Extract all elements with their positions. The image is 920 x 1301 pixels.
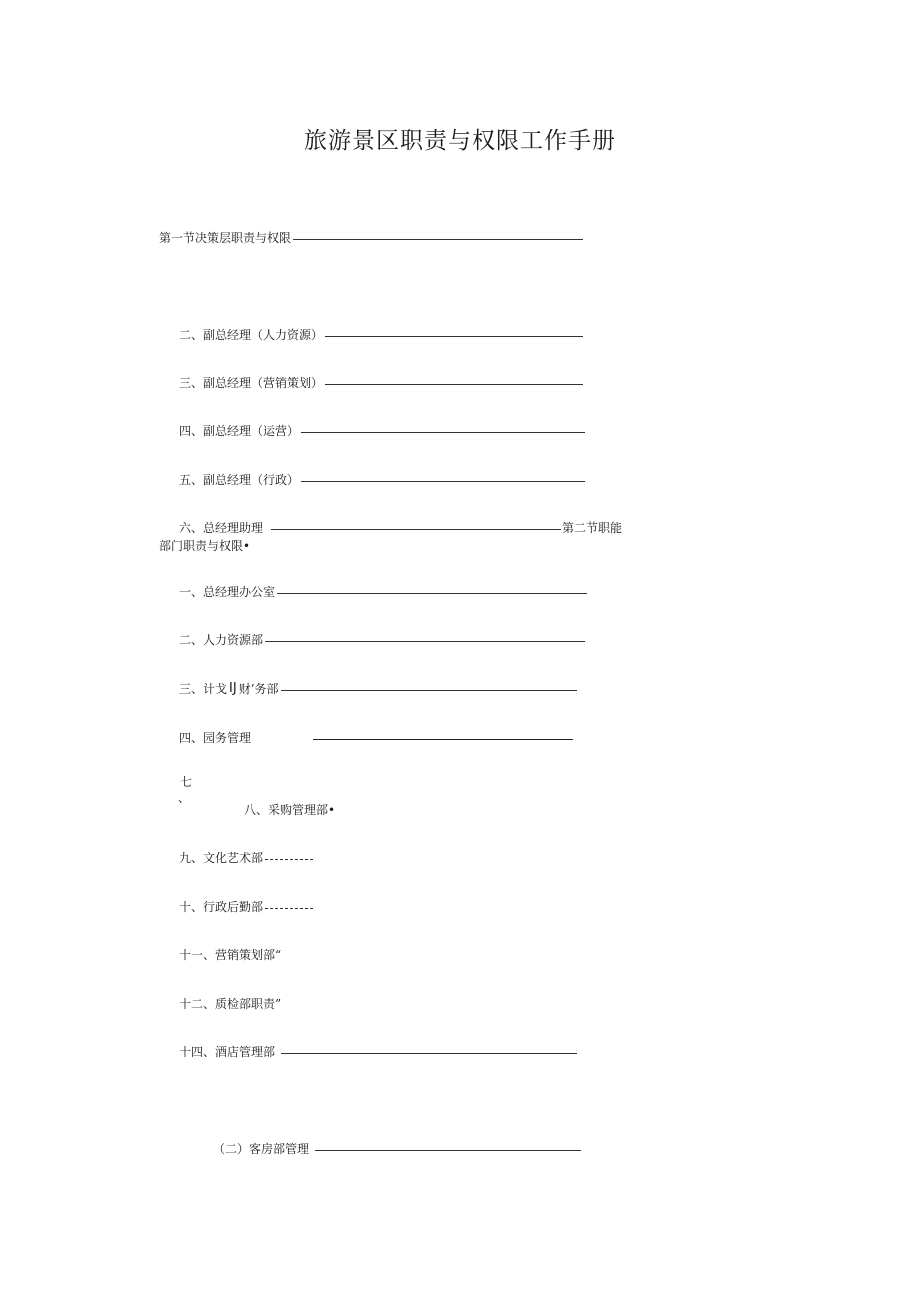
toc-leader xyxy=(277,593,587,594)
toc-item-6[interactable] xyxy=(179,519,622,537)
toc-item-5[interactable] xyxy=(179,471,585,489)
toc-item-2-label: 二、副总经理（人力资源） xyxy=(179,328,324,342)
toc-dept-12[interactable] xyxy=(179,995,281,1013)
toc-sub-2-label: （二）客房部管理 xyxy=(213,1142,310,1156)
toc-dept-9-label: 九、文化艺术部 xyxy=(179,851,264,865)
toc-leader xyxy=(265,641,585,642)
toc-dept-7-char: 七 xyxy=(180,775,193,789)
toc-dept-12-label: 十二、质检部职责” xyxy=(179,997,282,1011)
page-title: 旅游景区职责与权限工作手册 xyxy=(304,128,616,154)
toc-dept-10[interactable] xyxy=(179,898,313,916)
toc-item-5-label: 五、副总经理（行政） xyxy=(179,473,300,487)
toc-section-1[interactable] xyxy=(159,229,583,247)
toc-dept-9[interactable] xyxy=(179,849,313,867)
toc-leader xyxy=(325,384,583,385)
toc-dept-10-label: 十、行政后勤部 xyxy=(179,900,264,914)
toc-leader xyxy=(301,481,585,482)
toc-leader xyxy=(301,432,585,433)
toc-dept-1-label: 一、总经理办公室 xyxy=(179,585,276,599)
toc-dept-8[interactable] xyxy=(244,801,335,819)
toc-section-1-label: 第一节决策层职责与权限 xyxy=(159,231,292,245)
toc-leader xyxy=(281,1053,577,1054)
toc-dept-8-label: 八、采购管理部• xyxy=(244,803,336,817)
toc-dept-1[interactable] xyxy=(179,583,587,601)
toc-item-6-label: 六、总经理助理 xyxy=(179,521,264,535)
toc-leader xyxy=(325,336,583,337)
toc-leader xyxy=(293,239,583,240)
toc-dept-3-prefix: 三、计戈 xyxy=(179,682,228,696)
toc-dept-4[interactable] xyxy=(179,729,573,747)
toc-leader xyxy=(271,529,561,530)
toc-dept-4-label: 四、园务管理 xyxy=(179,731,252,745)
toc-dept-14-label: 十四、酒店管理部 xyxy=(179,1045,276,1059)
toc-section-2[interactable] xyxy=(159,537,250,555)
toc-dept-3[interactable] xyxy=(179,680,577,698)
toc-dept-2-label: 二、人力资源部 xyxy=(179,633,264,647)
toc-item-4-label: 四、副总经理（运营） xyxy=(179,424,300,438)
toc-leader xyxy=(315,1150,581,1151)
toc-item-4[interactable] xyxy=(179,422,585,440)
toc-dept-3-odd: IJ xyxy=(229,681,237,696)
toc-section-2-part1: 第二节职能 xyxy=(562,521,623,535)
toc-sub-2[interactable] xyxy=(213,1140,581,1158)
toc-leader xyxy=(265,908,313,909)
toc-item-3-label: 三、副总经理（营销策划） xyxy=(179,376,324,390)
toc-item-3[interactable] xyxy=(179,374,583,392)
toc-section-2-part2: 部门职责与权限• xyxy=(159,539,251,553)
toc-leader xyxy=(313,739,573,740)
toc-dept-11-label: 十一、营销策划部“ xyxy=(179,948,282,962)
toc-dept-3-suffix: 财’务部 xyxy=(238,682,279,696)
toc-leader xyxy=(265,859,313,860)
toc-dept-7-mark: 、 xyxy=(178,791,191,805)
toc-dept-2[interactable] xyxy=(179,631,585,649)
toc-dept-11[interactable] xyxy=(179,946,281,964)
toc-item-2[interactable] xyxy=(179,326,583,344)
toc-dept-14[interactable] xyxy=(179,1043,577,1061)
toc-leader xyxy=(281,690,577,691)
